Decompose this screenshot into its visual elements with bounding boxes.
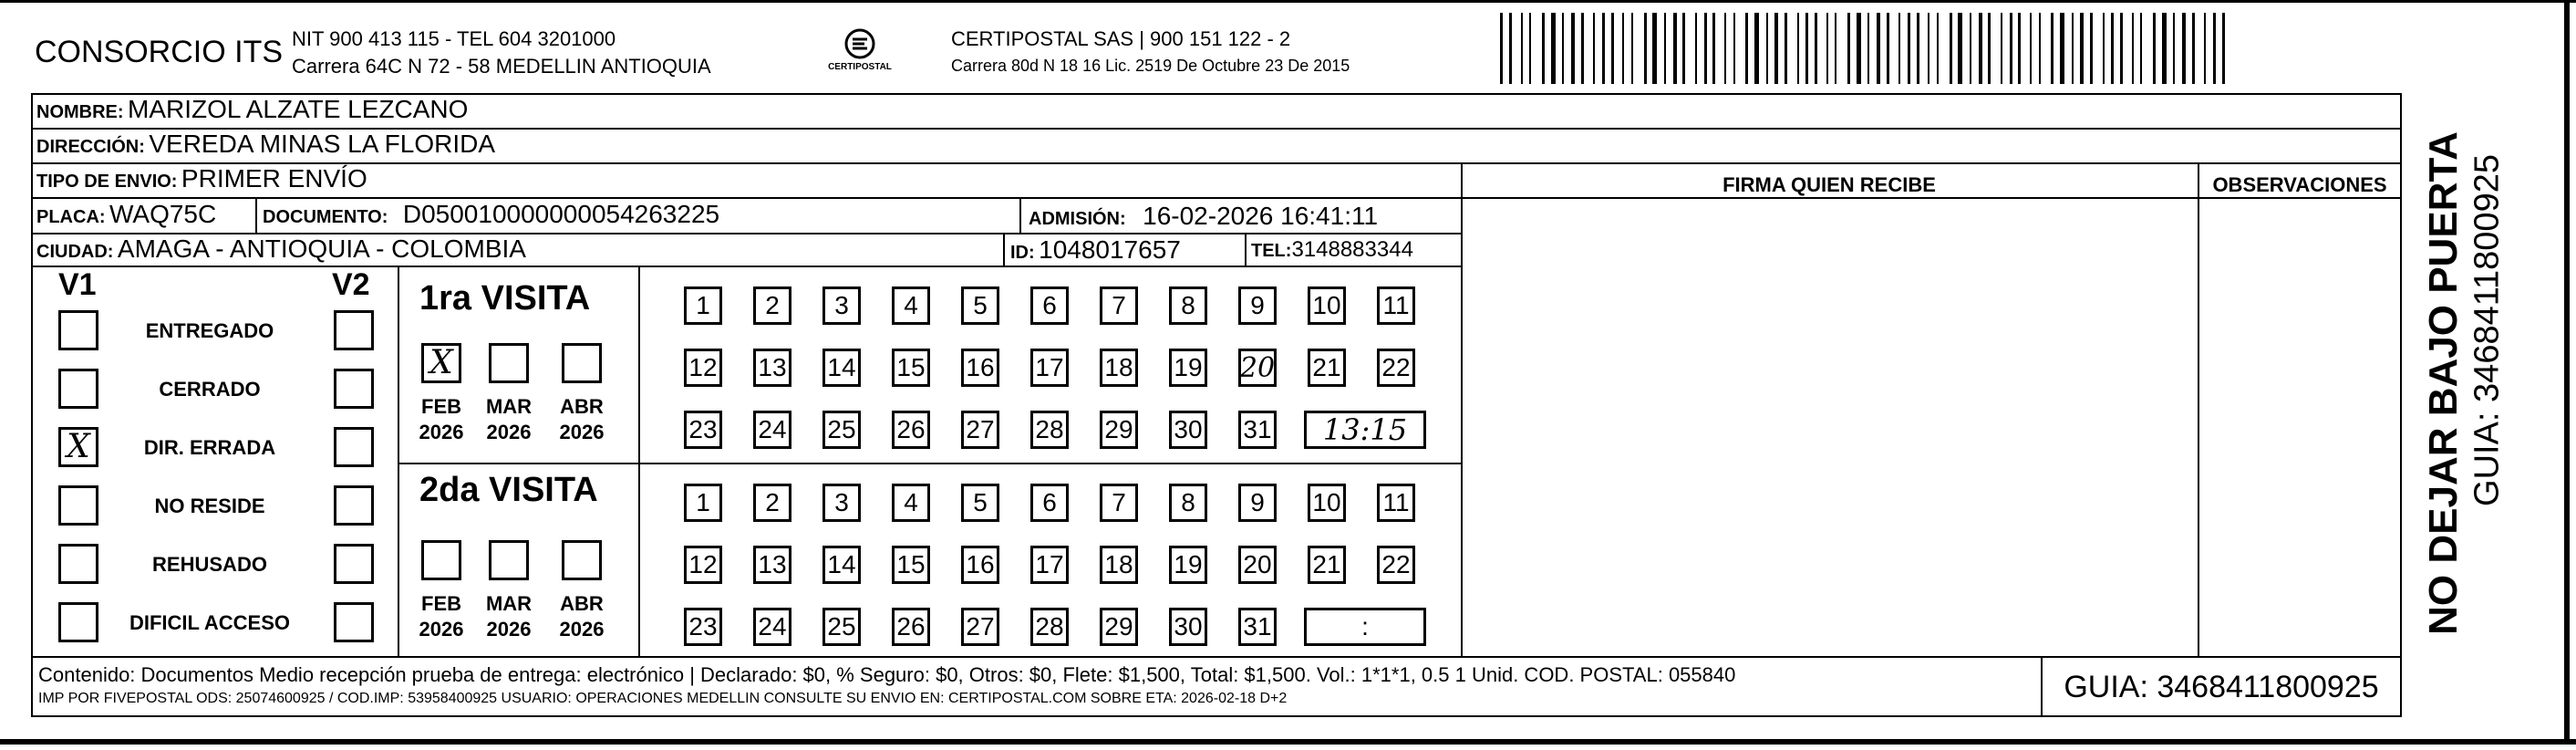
documento-value: D050010000000054263225 [402, 200, 720, 228]
status-label: DIR. ERRADA [143, 436, 276, 459]
month-checkbox[interactable] [489, 343, 529, 383]
day-box[interactable]: 18 [1100, 349, 1138, 387]
day-box[interactable]: 15 [892, 349, 930, 387]
day-box[interactable]: 2 [753, 484, 791, 522]
tel-value: 3148883344 [1291, 237, 1413, 262]
footer-imp: IMP POR FIVEPOSTAL ODS: 25074600925 / COD.IMP: 53958400925 USUARIO: OPERACIONES MEDELLIN CONSULTE SU ENVIO EN: CERTIPOSTAL.COM SOBRE ETA: 2026-02-18 D+2 [38, 691, 1288, 706]
firma-header: FIRMA QUIEN RECIBE [1723, 173, 1936, 196]
day-box[interactable]: 28 [1030, 411, 1069, 449]
day-box[interactable]: 25 [822, 411, 861, 449]
admision-value: 16-02-2026 16:41:11 [1143, 202, 1379, 230]
nombre-label: NOMBRE: [36, 102, 124, 122]
day-box[interactable]: 24 [753, 411, 791, 449]
status-label: ENTREGADO [145, 319, 274, 342]
id-label: ID: [1010, 243, 1035, 263]
footer-contenido: Contenido: Documentos Medio recepción prueba de entrega: electrónico | Declarado: $0, % Seguro: $0, Otros: $0, Flete: $1,500, Total: $1,500. Vol.: 1*1*1, 0.5 1 Unid. COD. POSTAL: 055840 [38, 663, 1736, 686]
day-box[interactable]: 3 [822, 484, 861, 522]
certipostal-logo-icon [828, 26, 892, 80]
day-box[interactable]: 14 [822, 546, 861, 584]
direccion-field [36, 130, 495, 159]
bottom-border-line [0, 739, 2576, 745]
admision-label: ADMISIÓN: [1029, 209, 1126, 229]
time-box[interactable]: 13:15 [1304, 411, 1426, 449]
day-box[interactable]: 16 [961, 546, 999, 584]
ciudad-value: AMAGA - ANTIOQUIA - COLOMBIA [117, 234, 526, 263]
month-checkbox[interactable] [562, 343, 602, 383]
certipostal-logo [828, 26, 892, 80]
day-box[interactable]: 23 [684, 411, 722, 449]
placa-value: WAQ75C [109, 200, 217, 228]
documento-label: DOCUMENTO: [263, 207, 388, 227]
day-box[interactable]: 21 [1308, 546, 1346, 584]
v1-checkbox[interactable]: X [58, 427, 98, 467]
day-box[interactable]: 15 [892, 546, 930, 584]
day-box[interactable]: 13 [753, 349, 791, 387]
month-label: FEB 2026 [419, 395, 464, 443]
certipostal-address: Carrera 80d N 18 16 Lic. 2519 De Octubre 23 De 2015 [951, 57, 1350, 75]
v2-checkbox[interactable] [334, 544, 374, 584]
tel-field [1251, 237, 1413, 263]
top-border-line [0, 0, 2576, 3]
day-box[interactable]: 9 [1238, 286, 1277, 325]
footer-guia: GUIA: 3468411800925 [2064, 670, 2379, 704]
day-box[interactable]: 4 [892, 484, 930, 522]
month-label: MAR 2026 [485, 592, 533, 641]
day-box[interactable]: 7 [1100, 484, 1138, 522]
tipo-envio-value: PRIMER ENVÍO [181, 164, 367, 193]
status-label: REHUSADO [152, 553, 267, 576]
day-box[interactable]: 17 [1030, 546, 1069, 584]
v2-checkbox[interactable] [334, 427, 374, 467]
day-box[interactable]: 18 [1100, 546, 1138, 584]
day-box[interactable]: 22 [1377, 349, 1415, 387]
admision-field [1029, 202, 1378, 231]
day-box[interactable]: 23 [684, 608, 722, 646]
day-box[interactable]: 11 [1377, 286, 1415, 325]
id-field [1010, 235, 1181, 265]
no-dejar-bajo-puerta: NO DEJAR BAJO PUERTA [2421, 131, 2466, 635]
day-box[interactable]: 1 [684, 286, 722, 325]
day-box[interactable]: 1 [684, 484, 722, 522]
day-box[interactable]: 30 [1169, 608, 1207, 646]
month-label: FEB 2026 [419, 592, 464, 641]
direccion-label: DIRECCIÓN: [36, 137, 145, 157]
day-box[interactable]: 20 [1238, 349, 1277, 387]
day-box[interactable]: 12 [684, 349, 722, 387]
right-border-line [2564, 0, 2570, 745]
tipo-envio-field [36, 164, 367, 193]
barcode [1500, 13, 2229, 84]
day-box[interactable]: 11 [1377, 484, 1415, 522]
day-box[interactable]: 8 [1169, 286, 1207, 325]
day-box[interactable]: 19 [1169, 349, 1207, 387]
day-box[interactable]: 4 [892, 286, 930, 325]
day-box[interactable]: 19 [1169, 546, 1207, 584]
ciudad-label: CIUDAD: [36, 242, 114, 262]
v2-checkbox[interactable] [334, 602, 374, 642]
month-label: ABR 2026 [559, 395, 605, 443]
day-box[interactable]: 29 [1100, 411, 1138, 449]
day-box[interactable]: 9 [1238, 484, 1277, 522]
day-box[interactable]: 7 [1100, 286, 1138, 325]
status-label: DIFICIL ACCESO [129, 611, 290, 634]
day-box[interactable]: 27 [961, 411, 999, 449]
month-label: ABR 2026 [559, 592, 605, 641]
v2-checkbox[interactable] [334, 485, 374, 526]
time-box[interactable]: : [1304, 608, 1426, 646]
v2-checkbox[interactable] [334, 310, 374, 350]
day-box[interactable]: 20 [1238, 546, 1277, 584]
day-box[interactable]: 17 [1030, 349, 1069, 387]
company-name: CONSORCIO ITS [35, 35, 284, 69]
day-box[interactable]: 21 [1308, 349, 1346, 387]
day-box[interactable]: 10 [1308, 484, 1346, 522]
month-checkbox[interactable] [421, 540, 461, 580]
day-box[interactable]: 27 [961, 608, 999, 646]
day-box[interactable]: 26 [892, 411, 930, 449]
tipo-envio-label: TIPO DE ENVIO: [36, 172, 178, 192]
day-box[interactable]: 14 [822, 349, 861, 387]
day-box[interactable]: 13 [753, 546, 791, 584]
day-box[interactable]: 25 [822, 608, 861, 646]
first-visit-title: 1ra VISITA [419, 279, 591, 318]
certipostal-logo-text: CERTIPOSTAL [828, 62, 892, 72]
day-box[interactable]: 26 [892, 608, 930, 646]
day-box[interactable]: 16 [961, 349, 999, 387]
documento-field [263, 200, 719, 229]
month-checkbox[interactable] [489, 540, 529, 580]
placa-field [36, 200, 216, 229]
month-checkbox[interactable] [562, 540, 602, 580]
day-box[interactable]: 12 [684, 546, 722, 584]
day-box[interactable]: 8 [1169, 484, 1207, 522]
day-box[interactable]: 30 [1169, 411, 1207, 449]
company-address: Carrera 64C N 72 - 58 MEDELLIN ANTIOQUIA [292, 55, 711, 78]
day-box[interactable]: 28 [1030, 608, 1069, 646]
v2-header: V2 [332, 267, 370, 302]
day-box[interactable]: 22 [1377, 546, 1415, 584]
v1-header: V1 [58, 267, 97, 302]
placa-label: PLACA: [36, 207, 106, 227]
v2-checkbox[interactable] [334, 369, 374, 409]
day-box[interactable]: 10 [1308, 286, 1346, 325]
ciudad-field [36, 234, 526, 264]
second-visit-title: 2da VISITA [419, 471, 598, 509]
day-box[interactable]: 2 [753, 286, 791, 325]
month-checkbox[interactable]: X [421, 343, 461, 383]
status-label: NO RESIDE [154, 495, 265, 517]
direccion-value: VEREDA MINAS LA FLORIDA [149, 130, 496, 158]
day-box[interactable]: 29 [1100, 608, 1138, 646]
day-box[interactable]: 31 [1238, 411, 1277, 449]
status-label: CERRADO [159, 378, 261, 401]
side-guia: GUIA: 3468411800925 [2467, 154, 2507, 506]
nombre-field [36, 95, 468, 124]
observaciones-header: OBSERVACIONES [2212, 173, 2387, 196]
day-box[interactable]: 31 [1238, 608, 1277, 646]
month-label: MAR 2026 [485, 395, 533, 443]
day-box[interactable]: 24 [753, 608, 791, 646]
day-box[interactable]: 5 [961, 484, 999, 522]
day-box[interactable]: 3 [822, 286, 861, 325]
tel-label: TEL: [1251, 241, 1292, 261]
day-box[interactable]: 6 [1030, 484, 1069, 522]
day-box[interactable]: 5 [961, 286, 999, 325]
day-box[interactable]: 6 [1030, 286, 1069, 325]
nombre-value: MARIZOL ALZATE LEZCANO [128, 95, 469, 123]
certipostal-name: CERTIPOSTAL SAS | 900 151 122 - 2 [951, 27, 1291, 50]
company-nit: NIT 900 413 115 - TEL 604 3201000 [292, 27, 616, 50]
id-value: 1048017657 [1039, 235, 1181, 264]
